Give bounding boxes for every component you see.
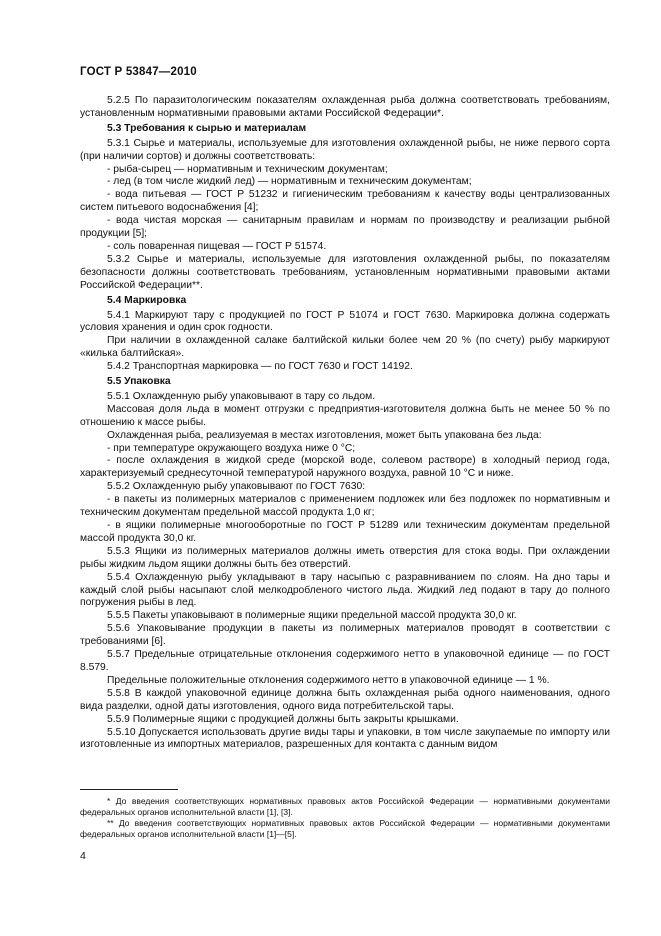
paragraph: 5.5.2 Охлажденную рыбу упаковывают по ГОСТ 7630: <box>107 481 366 493</box>
paragraph: 5.5.10 Допускается использовать другие виды тары и упаковки, в том числе закупаемые по импорту или изготовленные из импортных материалов, разрешенных для контакта с данным видом <box>80 726 610 751</box>
paragraph: 5.5.5 Пакеты упаковывают в полимерные ящики предельной массой продукта 30,0 кг. <box>107 610 517 622</box>
body-text <box>80 95 610 752</box>
paragraph: 5.5.8 В каждой упаковочной единице должна быть охлажденная рыба одного наименования, одного вида разделки, одной даты изготовления, одного вида потребительской тары. <box>80 687 610 712</box>
footnotes <box>80 796 610 840</box>
section-heading: 5.4 Маркировка <box>107 294 187 306</box>
paragraph: 5.5.6 Упаковывание продукции в пакеты из полимерных материалов проводят в соответствии с требованиями [6]. <box>80 623 610 648</box>
list-item: - лед (в том числе жидкий лед) — нормативным и техническим документам; <box>107 176 472 188</box>
paragraph: 5.5.9 Полимерные ящики с продукцией должны быть закрыты крышками. <box>107 713 459 725</box>
paragraph: Массовая доля льда в момент отгрузки с предприятия-изготовителя должна быть не менее 50 % по отношению к массе рыбы. <box>80 403 610 428</box>
footnote: ** До введения соответствующих нормативных правовых актов Российской Федерации — нормативными документами федеральных органов исполнительной власти [1]—[5]. <box>80 818 610 839</box>
section-heading: 5.3 Требования к сырью и материалам <box>107 122 307 134</box>
page-number: 4 <box>80 850 86 862</box>
paragraph: 5.3.2 Сырье и материалы, используемые для изготовления охлажденной рыбы, по показателям безопасности должны соответствовать требованиям, установленным нормативными правовыми актами Российской Федерации**. <box>80 253 610 291</box>
list-item: - в ящики полимерные многооборотные по ГОСТ Р 51289 или техническим документам предельной массой продукта 30,0 кг. <box>80 520 610 544</box>
paragraph: 5.5.1 Охлажденную рыбу упаковывают в тару со льдом. <box>107 390 376 402</box>
paragraph: Предельные положительные отклонения содержимого нетто в упаковочной единице — 1 %. <box>107 674 550 686</box>
list-item: - соль поваренная пищевая — ГОСТ Р 51574. <box>107 240 327 252</box>
list-item: - после охлаждения в жидкой среде (морской воде, солевом растворе) в холодный период года, характеризуемый среднесуточной температурой наружного воздуха, равной 10 °С и ниже. <box>80 455 610 480</box>
document-header: ГОСТ Р 53847—2010 <box>80 66 197 78</box>
list-item: - в пакеты из полимерных материалов с применением подложек или без подложек по нормативным и техническим документам предельной массой продукта 1,0 кг; <box>80 494 610 519</box>
section-heading: 5.5 Упаковка <box>107 376 171 388</box>
list-item: - вода питьевая — ГОСТ Р 51232 и гигиеническим требованиям к качеству воды централизованных систем питьевого водоснабжения [4]; <box>80 189 610 214</box>
paragraph: 5.3.1 Сырье и материалы, используемые для изготовления охлажденной рыбы, не ниже первого сорта (при наличии сортов) и должны соответствовать: <box>80 137 610 162</box>
paragraph: 5.5.3 Ящики из полимерных материалов должны иметь отверстия для стока воды. При охлаждении рыбы жидким льдом ящики должны быть без отверстий. <box>80 545 610 570</box>
paragraph: При наличии в охлажденной салаке балтийской кильки более чем 20 % (по счету) рыбу маркируют «килька балтийская». <box>80 335 610 360</box>
paragraph: Охлажденная рыба, реализуемая в местах изготовления, может быть упакована без льда: <box>107 429 542 441</box>
footnote: * До введения соответствующих нормативных правовых актов Российской Федерации — нормативными документами федеральных органов исполнительной власти [1], [3]. <box>80 796 610 817</box>
footnote-divider <box>80 789 178 790</box>
list-item: - при температуре окружающего воздуха ниже 0 °С; <box>107 442 356 454</box>
paragraph: 5.4.1 Маркируют тару с продукцией по ГОСТ Р 51074 и ГОСТ 7630. Маркировка должна содержать условия хранения и один срок годности. <box>80 309 610 334</box>
paragraph: 5.4.2 Транспортная маркировка — по ГОСТ 7630 и ГОСТ 14192. <box>107 361 413 373</box>
list-item: - рыба-сырец — нормативным и техническим документам; <box>107 163 388 175</box>
paragraph: 5.5.4 Охлажденную рыбу укладывают в тару насыпью с разравниванием по слоям. На дно тары и каждый слой рыбы насыпают слой мелкодробленого чистого льда. Жидкий лед подают в тару до полного погружения рыбы в лед. <box>80 571 610 609</box>
paragraph: 5.5.7 Предельные отрицательные отклонения содержимого нетто в упаковочной единице — по ГОСТ 8.579. <box>80 649 610 673</box>
list-item: - вода чистая морская — санитарным правилам и нормам по производству и реализации рыбной продукции [5]; <box>80 215 610 240</box>
paragraph: 5.2.5 По паразитологическим показателям охлажденная рыба должна соответствовать требованиям, установленным нормативными правовыми актами Российской Федерации*. <box>80 95 610 119</box>
